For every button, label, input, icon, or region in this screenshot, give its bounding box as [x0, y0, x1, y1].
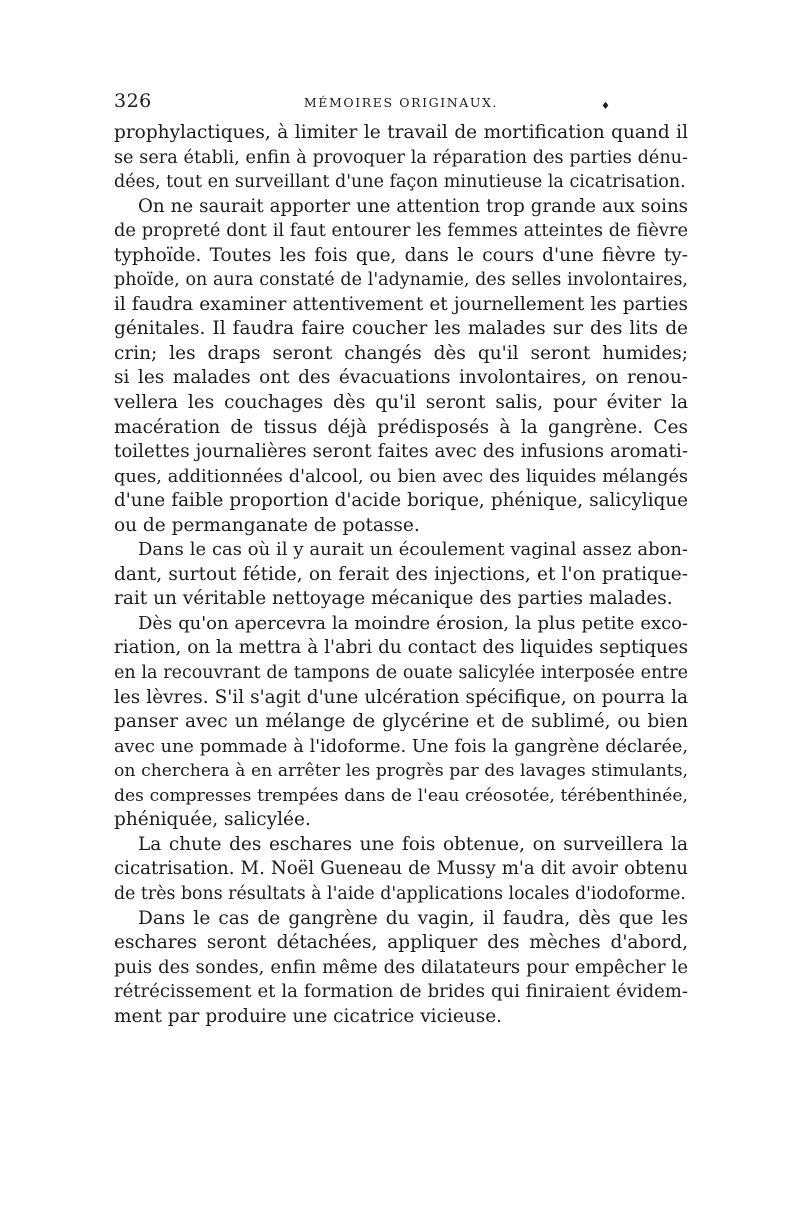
- text-line: macération de tissus déjà prédisposés à la gangrène. Ces: [114, 416, 688, 438]
- text-line: eschares seront détachées, appliquer des mèches d'abord,: [114, 932, 688, 954]
- text-line: Dans le cas de gangrène du vagin, il faudra, dès que les: [138, 907, 688, 929]
- text-line: les lèvres. S'il s'agit d'une ulcération spécifique, on pourra la: [114, 686, 688, 708]
- body-text: [114, 121, 688, 1029]
- text-line: rétrécissement et la formation de brides qui finiraient évidem-: [114, 981, 688, 1003]
- text-line: dant, surtout fétide, on ferait des injections, et l'on pratique-: [114, 563, 688, 585]
- text-line: il faudra examiner attentivement et journellement les parties: [114, 293, 688, 315]
- text-line: La chute des eschares une fois obtenue, on surveillera la: [138, 833, 688, 855]
- text-line: vellera les couchages dès qu'il seront salis, pour éviter la: [114, 392, 688, 414]
- text-line: Dans le cas où il y aurait un écoulement vaginal assez abon-: [138, 539, 688, 561]
- text-line: ment par produire une cicatrice vicieuse.: [114, 1005, 503, 1027]
- text-line: riation, on la mettra à l'abri du contact des liquides septiques: [114, 637, 688, 659]
- text-line: si les malades ont des évacuations involontaires, on renou-: [114, 367, 688, 389]
- paragraph: [114, 195, 688, 539]
- paragraph: [114, 612, 688, 833]
- text-line: cicatrisation. M. Noël Gueneau de Mussy m'a dit avoir obtenu: [114, 858, 688, 880]
- text-line: typhoïde. Toutes les fois que, dans le cours d'une fièvre ty-: [114, 244, 688, 266]
- text-line: de propreté dont il faut entourer les femmes atteintes de fièvre: [114, 220, 688, 242]
- text-line: crin; les draps seront changés dès qu'il seront humides;: [114, 342, 688, 364]
- text-line: phéniquée, salicylée.: [114, 809, 311, 831]
- text-line: on cherchera à en arrêter les progrès par des lavages stimulants,: [114, 761, 688, 782]
- text-line: génitales. Il faudra faire coucher les malades sur des lits de: [114, 318, 688, 340]
- page-number: 326: [114, 90, 152, 112]
- text-line: panser avec un mélange de glycérine et de sublimé, ou bien: [114, 711, 688, 733]
- paragraph: [114, 833, 688, 907]
- ornament-mark: ♦: [601, 101, 610, 112]
- text-line: toilettes journalières seront faites avec des infusions aromati-: [114, 441, 688, 463]
- text-line: de très bons résultats à l'aide d'applications locales d'iodoforme.: [114, 883, 686, 904]
- text-line: dées, tout en surveillant d'une façon minutieuse la cicatrisation.: [114, 172, 686, 193]
- running-head: [112, 90, 690, 120]
- text-line: d'une faible proportion d'acide borique, phénique, salicylique: [114, 490, 688, 512]
- running-head-title: MÉMOIRES ORIGINAUX.: [303, 95, 499, 110]
- text-line: ou de permanganate de potasse.: [114, 514, 420, 536]
- paragraph: [114, 121, 688, 195]
- text-line: avec une pommade à l'idoforme. Une fois la gangrène déclarée,: [114, 736, 688, 757]
- text-line: se sera établi, enfin à provoquer la réparation des parties dénu-: [114, 147, 688, 168]
- text-line: en la recouvrant de tampons de ouate salicylée interposée entre: [114, 663, 688, 684]
- text-line: phoïde, on aura constaté de l'adynamie, des selles involontaires,: [114, 270, 688, 291]
- text-line: On ne saurait apporter une attention trop grande aux soins: [138, 195, 688, 217]
- text-line: des compresses trempées dans de l'eau créosotée, térébenthinée,: [114, 785, 688, 806]
- text-line: Dès qu'on apercevra la moindre érosion, la plus petite exco-: [138, 612, 688, 634]
- paragraph: [114, 907, 688, 1030]
- text-line: ques, additionnées d'alcool, ou bien avec des liquides mélangés: [114, 466, 688, 487]
- paragraph: [114, 538, 688, 612]
- text-line: puis des sondes, enfin même des dilatateurs pour empêcher le: [114, 956, 688, 978]
- text-line: prophylactiques, à limiter le travail de mortification quand il: [114, 122, 688, 143]
- text-line: rait un véritable nettoyage mécanique des parties malades.: [114, 588, 673, 610]
